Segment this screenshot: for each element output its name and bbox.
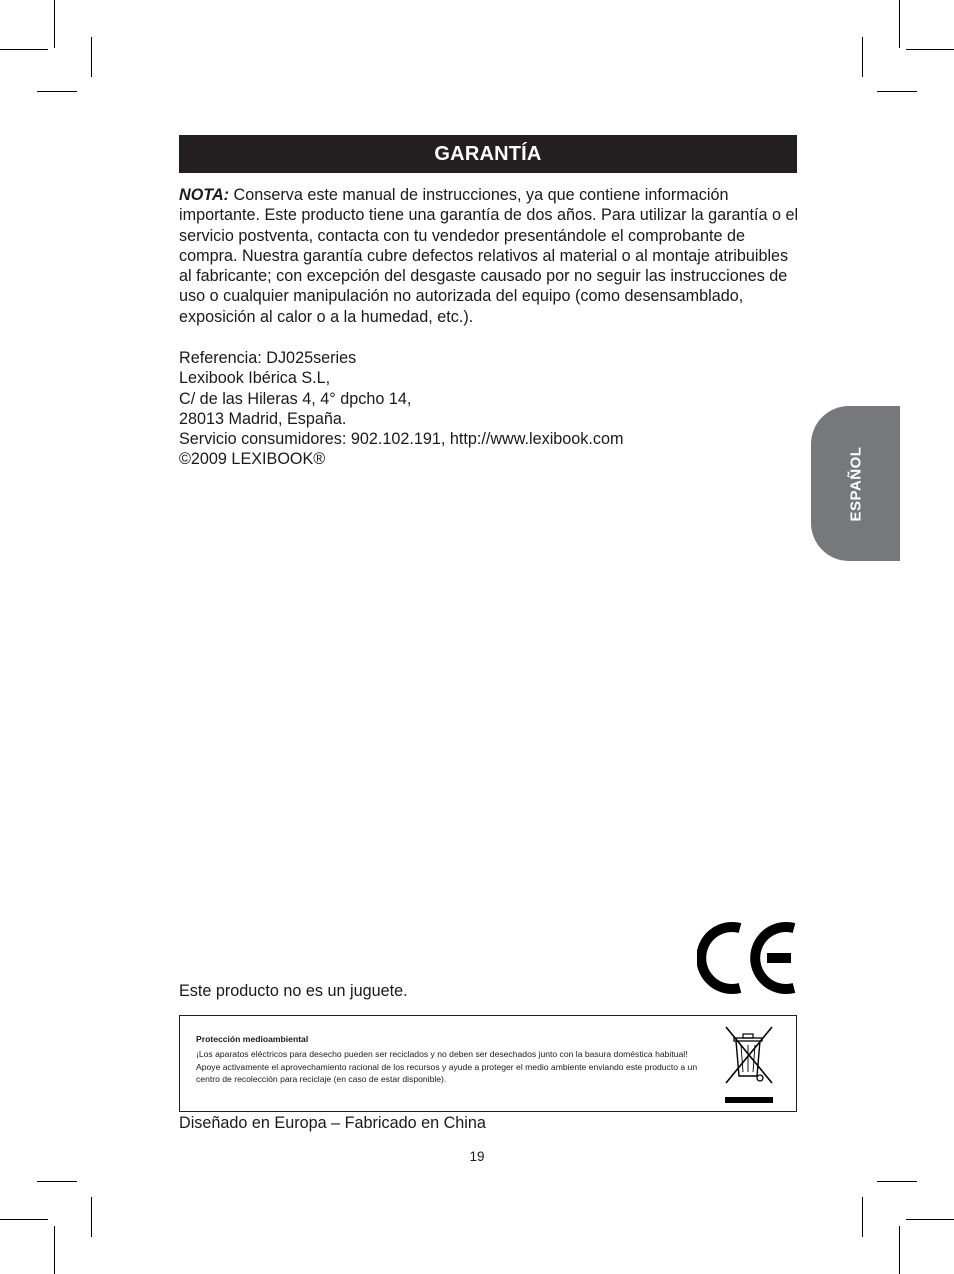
toy-warning: Este producto no es un juguete.	[179, 982, 408, 1000]
company-line: Lexibook Ibérica S.L,	[179, 369, 331, 388]
section-title-bar	[179, 135, 797, 173]
environment-title: Protección medioambiental	[196, 1034, 309, 1044]
page-title: GARANTÍA	[434, 142, 542, 165]
city-line: 28013 Madrid, España.	[179, 409, 347, 428]
note-label: NOTA:	[179, 186, 230, 204]
crossed-out-wheelie-bin-icon	[723, 1024, 775, 1104]
environment-text: ¡Los aparatos eléctricos para desecho pueden ser reciclados y no deben ser desechados junto con la basura doméstica habitual! Apoye activamente el aprovechamiento racional de los recursos y ayude a proteger el medio ambiente enviando este producto a un centro de recolección para reciclaje (en caso de estar disponible).	[196, 1049, 698, 1085]
language-tab-label: ESPAÑOL	[847, 446, 864, 521]
copyright-line: ©2009 LEXIBOOK®	[179, 450, 326, 469]
page-number: 19	[469, 1149, 485, 1164]
ce-mark-icon	[697, 921, 797, 995]
origin-statement: Diseñado en Europa – Fabricado en China	[179, 1114, 486, 1132]
warranty-paragraph	[179, 185, 799, 327]
note-text: Conserva este manual de instrucciones, ya que contiene información importante. Este producto tiene una garantía de dos años. Para utilizar la garantía o el servicio postventa, contacta con tu vendedor presentándole el comprobante de compra. Nuestra garantía cubre defectos relativos al material o al montaje atribuibles al fabricante; con excepción del desgaste causado por no seguir las instrucciones de uso o cualquier manipulación no autorizada del equipo (como desensamblado, exposición al calor o a la humedad, etc.).	[179, 186, 799, 326]
street-line: C/ de las Hileras 4, 4° dpcho 14,	[179, 389, 412, 408]
environment-notice	[179, 1015, 797, 1112]
language-tab	[811, 406, 900, 561]
service-line: Servicio consumidores: 902.102.191, http://www.lexibook.com	[179, 430, 624, 449]
reference-line: Referencia: DJ025series	[179, 349, 357, 367]
contact-block	[179, 348, 799, 470]
